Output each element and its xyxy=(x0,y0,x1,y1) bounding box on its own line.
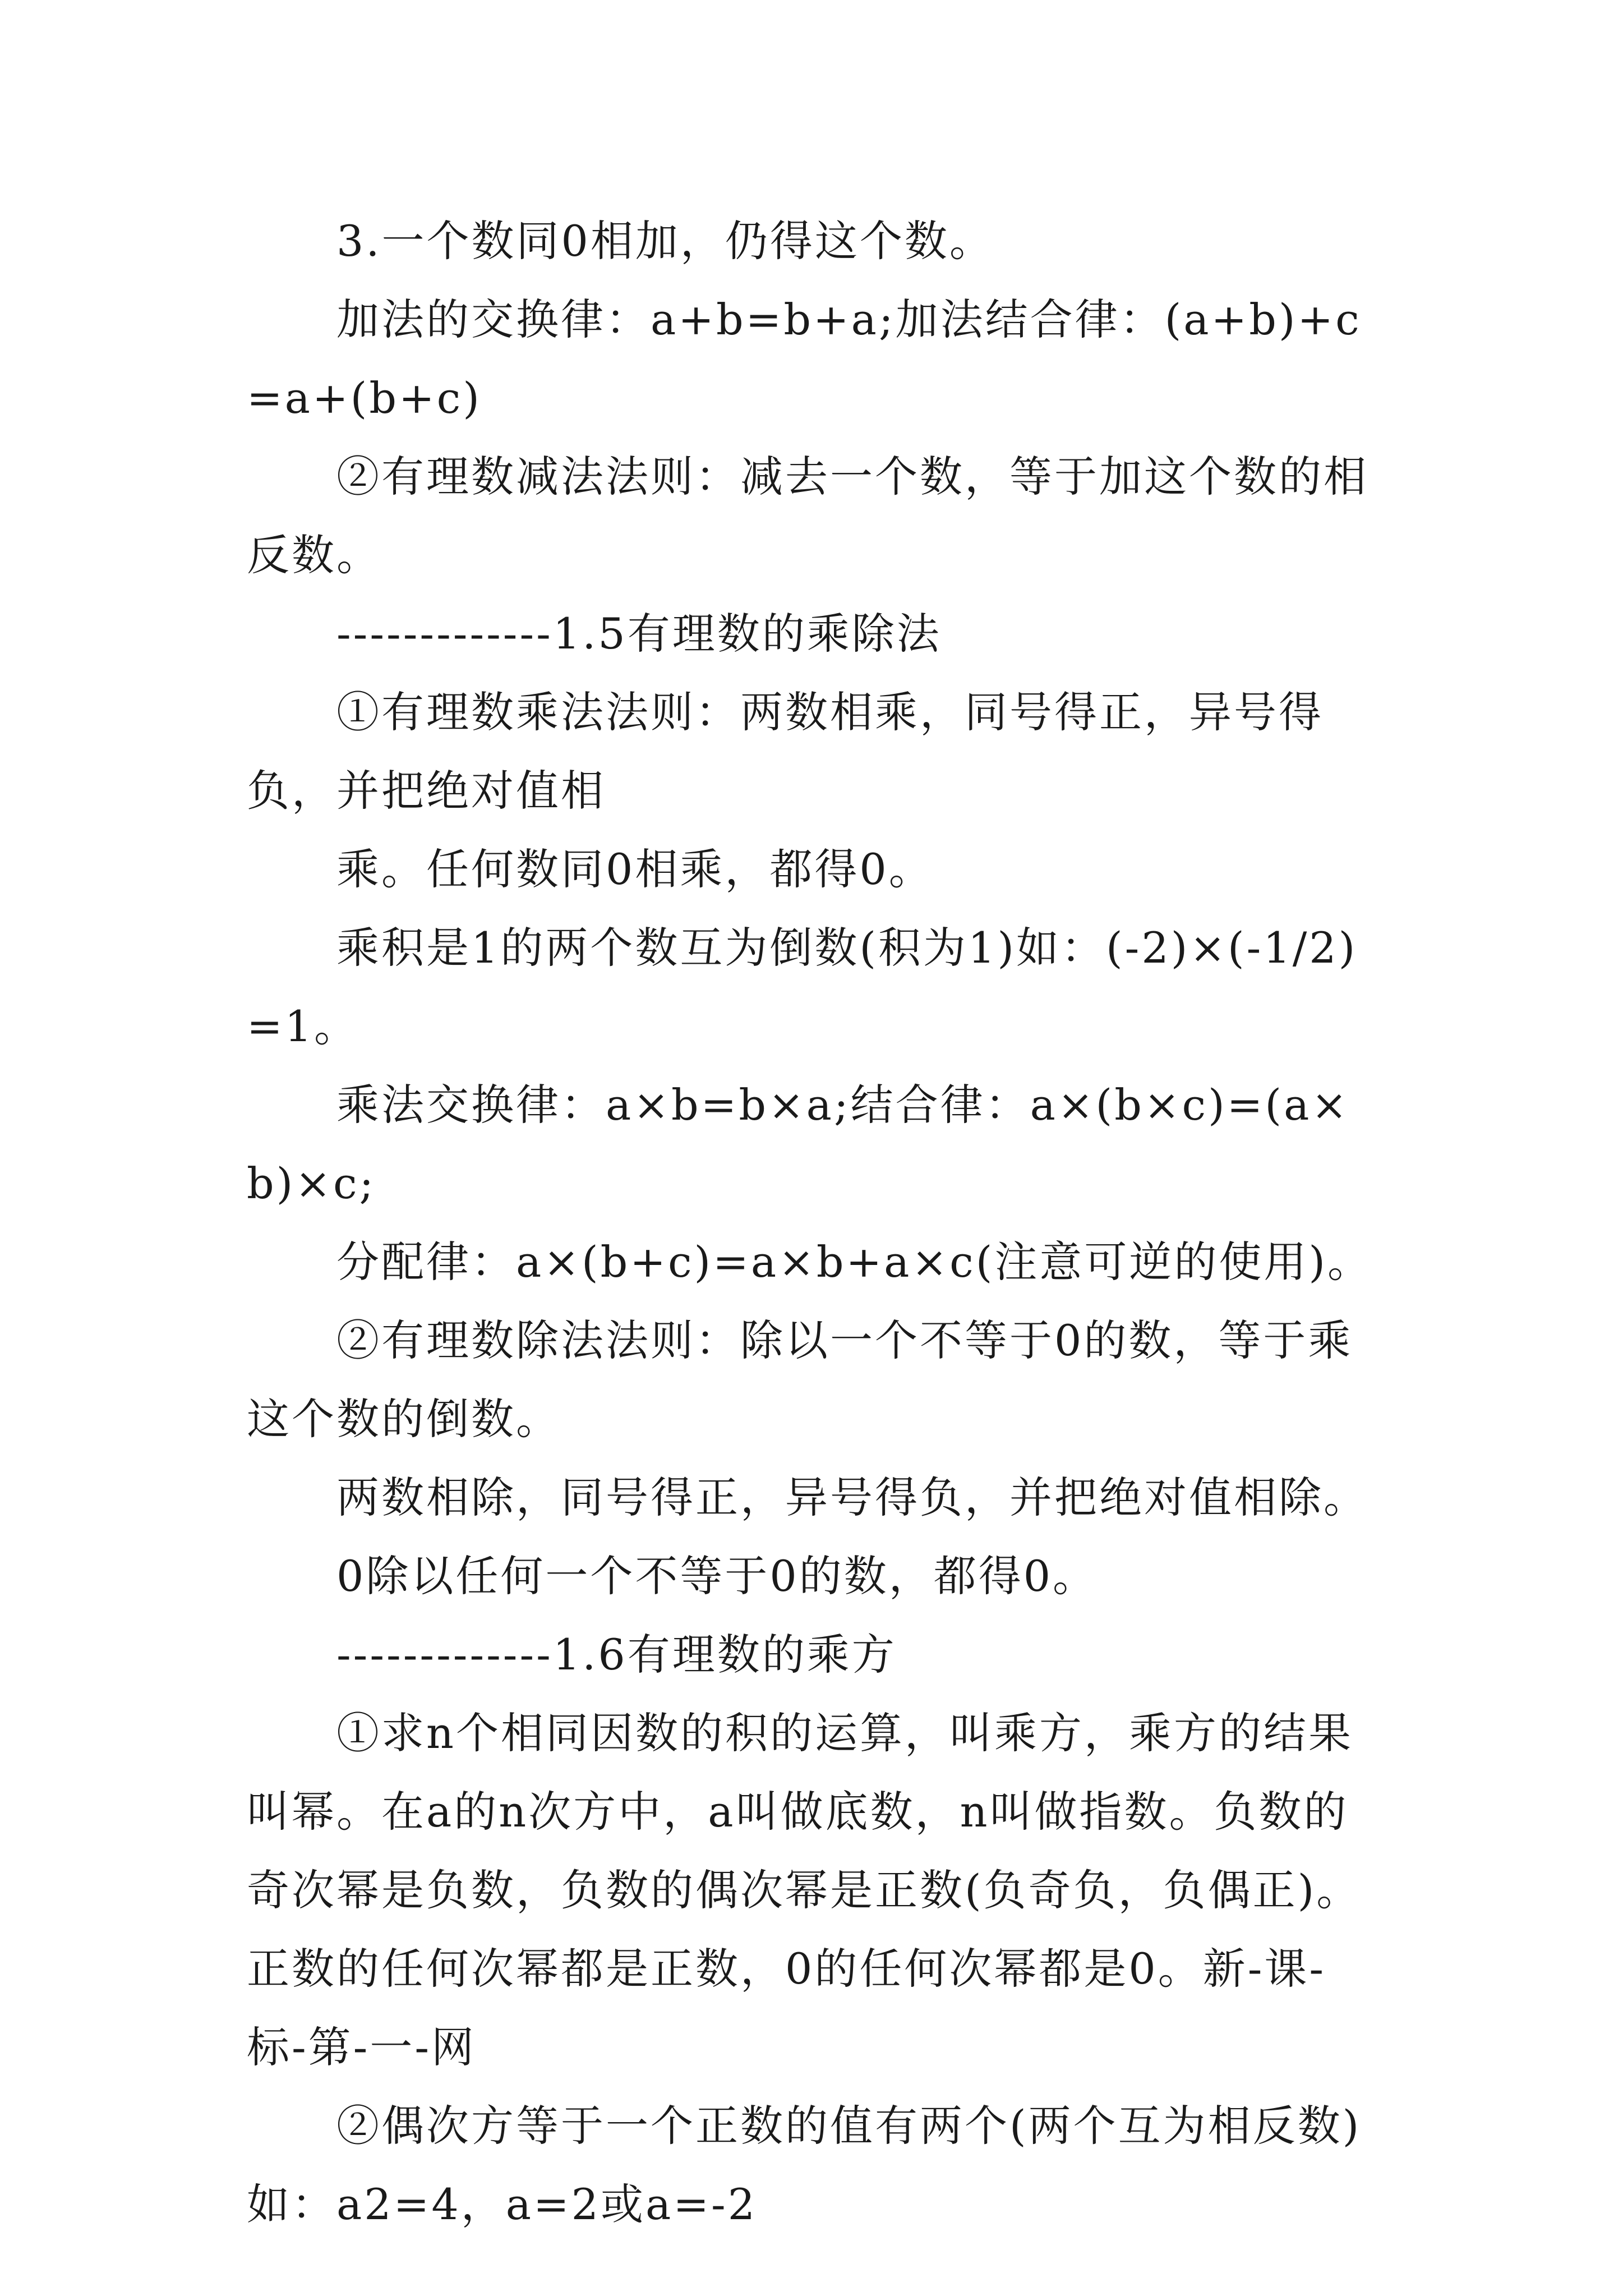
paragraph: ②有理数减法法则：减去一个数，等于加这个数的相反数。 xyxy=(247,452,1368,580)
paragraph: 两数相除，同号得正，异号得负，并把绝对值相除。 xyxy=(336,1473,1368,1522)
section-divider-heading: -------------1.6有理数的乘方 xyxy=(336,1630,897,1680)
paragraph: 加法的交换律：a+b=b+a;加法结合律：(a+b)+c=a+(b+c) xyxy=(247,295,1362,423)
paragraph: 0除以任何一个不等于0的数，都得0。 xyxy=(336,1551,1098,1601)
paragraph: 3.一个数同0相加，仍得这个数。 xyxy=(336,216,994,266)
paragraph: ②偶次方等于一个正数的值有两个(两个互为相反数)如：a2=4，a=2或a=-2 xyxy=(247,2101,1362,2229)
paragraph: 乘积是1的两个数互为倒数(积为1)如：(-2)×(-1/2)=1。 xyxy=(247,923,1358,1051)
document-body xyxy=(247,202,1380,2244)
paragraph: 分配律：a×(b+c)=a×b+a×c(注意可逆的使用)。 xyxy=(336,1237,1373,1287)
paragraph: ①求n个相同因数的积的运算，叫乘方，乘方的结果叫幂。在a的n次方中，a叫做底数，n叫做指数。负数的奇次幂是负数，负数的偶次幂是正数(负奇负，负偶正)。正数的任何次幂都是正数，0的任何次幂都是0。新-课-标-第-一-网 xyxy=(247,1708,1362,2072)
paragraph: 乘。任何数同0相乘，都得0。 xyxy=(336,844,934,894)
paragraph: ②有理数除法法则：除以一个不等于0的数，等于乘这个数的倒数。 xyxy=(247,1315,1353,1444)
paragraph: ①有理数乘法法则：两数相乘，同号得正，异号得负，并把绝对值相 xyxy=(247,687,1324,816)
paragraph: 乘法交换律：a×b=b×a;结合律：a×(b×c)=(a×b)×c; xyxy=(247,1080,1350,1208)
section-divider-heading: -------------1.5有理数的乘除法 xyxy=(336,609,942,659)
